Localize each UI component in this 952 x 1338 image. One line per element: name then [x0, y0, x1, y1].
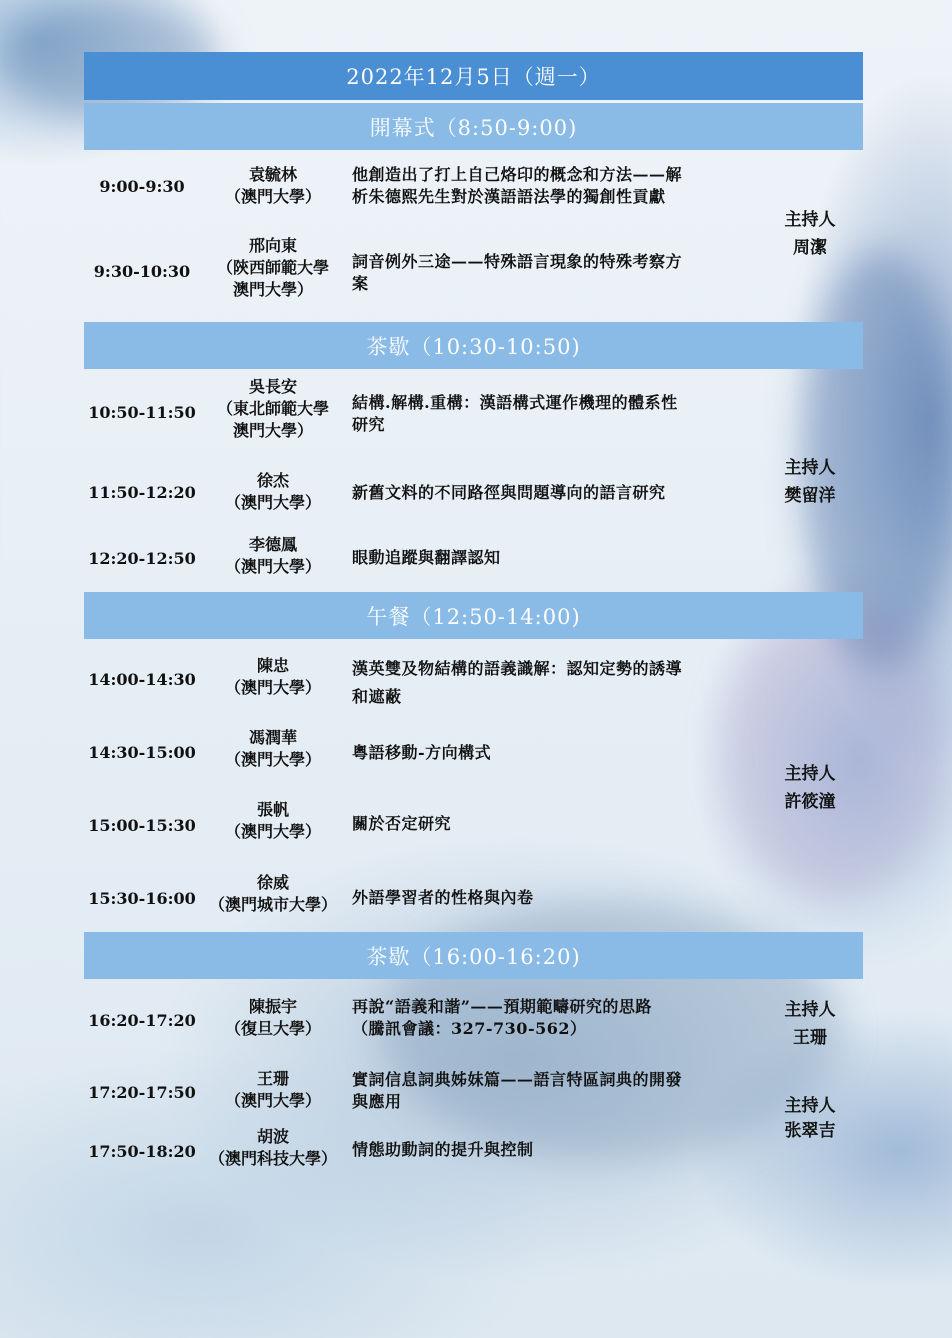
talk-speaker: 陳忠 （澳門大學）	[224, 656, 321, 697]
talk-speaker: 胡波 （澳門科技大學）	[208, 1127, 337, 1168]
session-host: 主持人 樊留洋	[784, 458, 836, 506]
session-host: 主持人 张翠吉	[784, 1096, 836, 1141]
talk-title: 實詞信息詞典姊妹篇——語言特區詞典的開發 與應用	[352, 1070, 683, 1111]
talk-speaker: 徐杰 （澳門大學）	[224, 471, 321, 512]
talk-speaker: 袁毓林 （澳門大學）	[224, 165, 321, 206]
talk-speaker: 邢向東 （陝西師範大學 澳門大學）	[216, 236, 329, 299]
talk-time: 15:00-15:30	[88, 816, 196, 835]
talk-time: 17:50-18:20	[88, 1142, 196, 1161]
talk-time: 14:30-15:00	[88, 743, 196, 762]
talk-title: 結構.解構.重構：漢語構式運作機理的體系性 研究	[352, 393, 678, 434]
talk-title: 情態助動詞的提升與控制	[352, 1140, 534, 1159]
section-tea-break: 茶歇（10:30-10:50)	[84, 322, 863, 369]
talk-title: 新舊文料的不同路徑與問題導向的語言研究	[352, 483, 666, 502]
talk-title: 他創造出了打上自己烙印的概念和方法——解 析朱德熙先生對於漢語語法學的獨創性貢獻	[352, 165, 683, 206]
talk-speaker: 李德鳳 （澳門大學）	[224, 535, 321, 576]
talk-time: 9:30-10:30	[93, 262, 191, 281]
talk-time: 17:20-17:50	[88, 1083, 196, 1102]
session-host: 主持人 周潔	[784, 210, 836, 258]
section-lunch: 午餐（12:50-14:00)	[84, 592, 863, 639]
section-opening: 開幕式（8:50-9:00)	[84, 103, 863, 150]
section-tea-break: 茶歇（16:00-16:20)	[84, 932, 863, 979]
talk-time: 14:00-14:30	[88, 670, 196, 689]
date-header: 2022年12月5日（週一）	[84, 52, 863, 100]
talk-time: 16:20-17:20	[88, 1011, 196, 1030]
talk-time: 10:50-11:50	[88, 403, 196, 422]
talk-speaker: 陳振宇 （復旦大學）	[224, 997, 321, 1038]
talk-speaker: 徐威 （澳門城市大學）	[208, 873, 337, 914]
talk-time: 15:30-16:00	[88, 889, 196, 908]
talk-title: 眼動追蹤與翻譯認知	[352, 548, 501, 567]
talk-title: 再說“語義和諧”——預期範疇研究的思路 （騰訊會議：327-730-562）	[352, 997, 652, 1038]
talk-time: 9:00-9:30	[99, 177, 185, 196]
talk-time: 11:50-12:20	[88, 483, 196, 502]
talk-speaker: 張帆 （澳門大學）	[224, 800, 321, 841]
talk-title: 粵語移動-方向構式	[352, 743, 492, 762]
talk-time: 12:20-12:50	[88, 549, 196, 568]
talk-speaker: 吳長安 （東北師範大學 澳門大學）	[216, 377, 329, 440]
talk-title: 關於否定研究	[352, 814, 452, 833]
talk-title: 詞音例外三途——特殊語言現象的特殊考察方 案	[352, 252, 683, 293]
talk-speaker: 馮潤華 （澳門大學）	[224, 728, 321, 769]
session-host: 主持人 王珊	[784, 1000, 836, 1048]
talk-speaker: 王珊 （澳門大學）	[224, 1069, 321, 1110]
talk-title: 外語學習者的性格與內卷	[352, 888, 534, 907]
session-host: 主持人 許筱潼	[784, 764, 836, 812]
talk-title: 漢英雙及物結構的語義識解：認知定勢的誘導 和遮蔽	[352, 659, 683, 706]
background-wash	[720, 600, 950, 900]
